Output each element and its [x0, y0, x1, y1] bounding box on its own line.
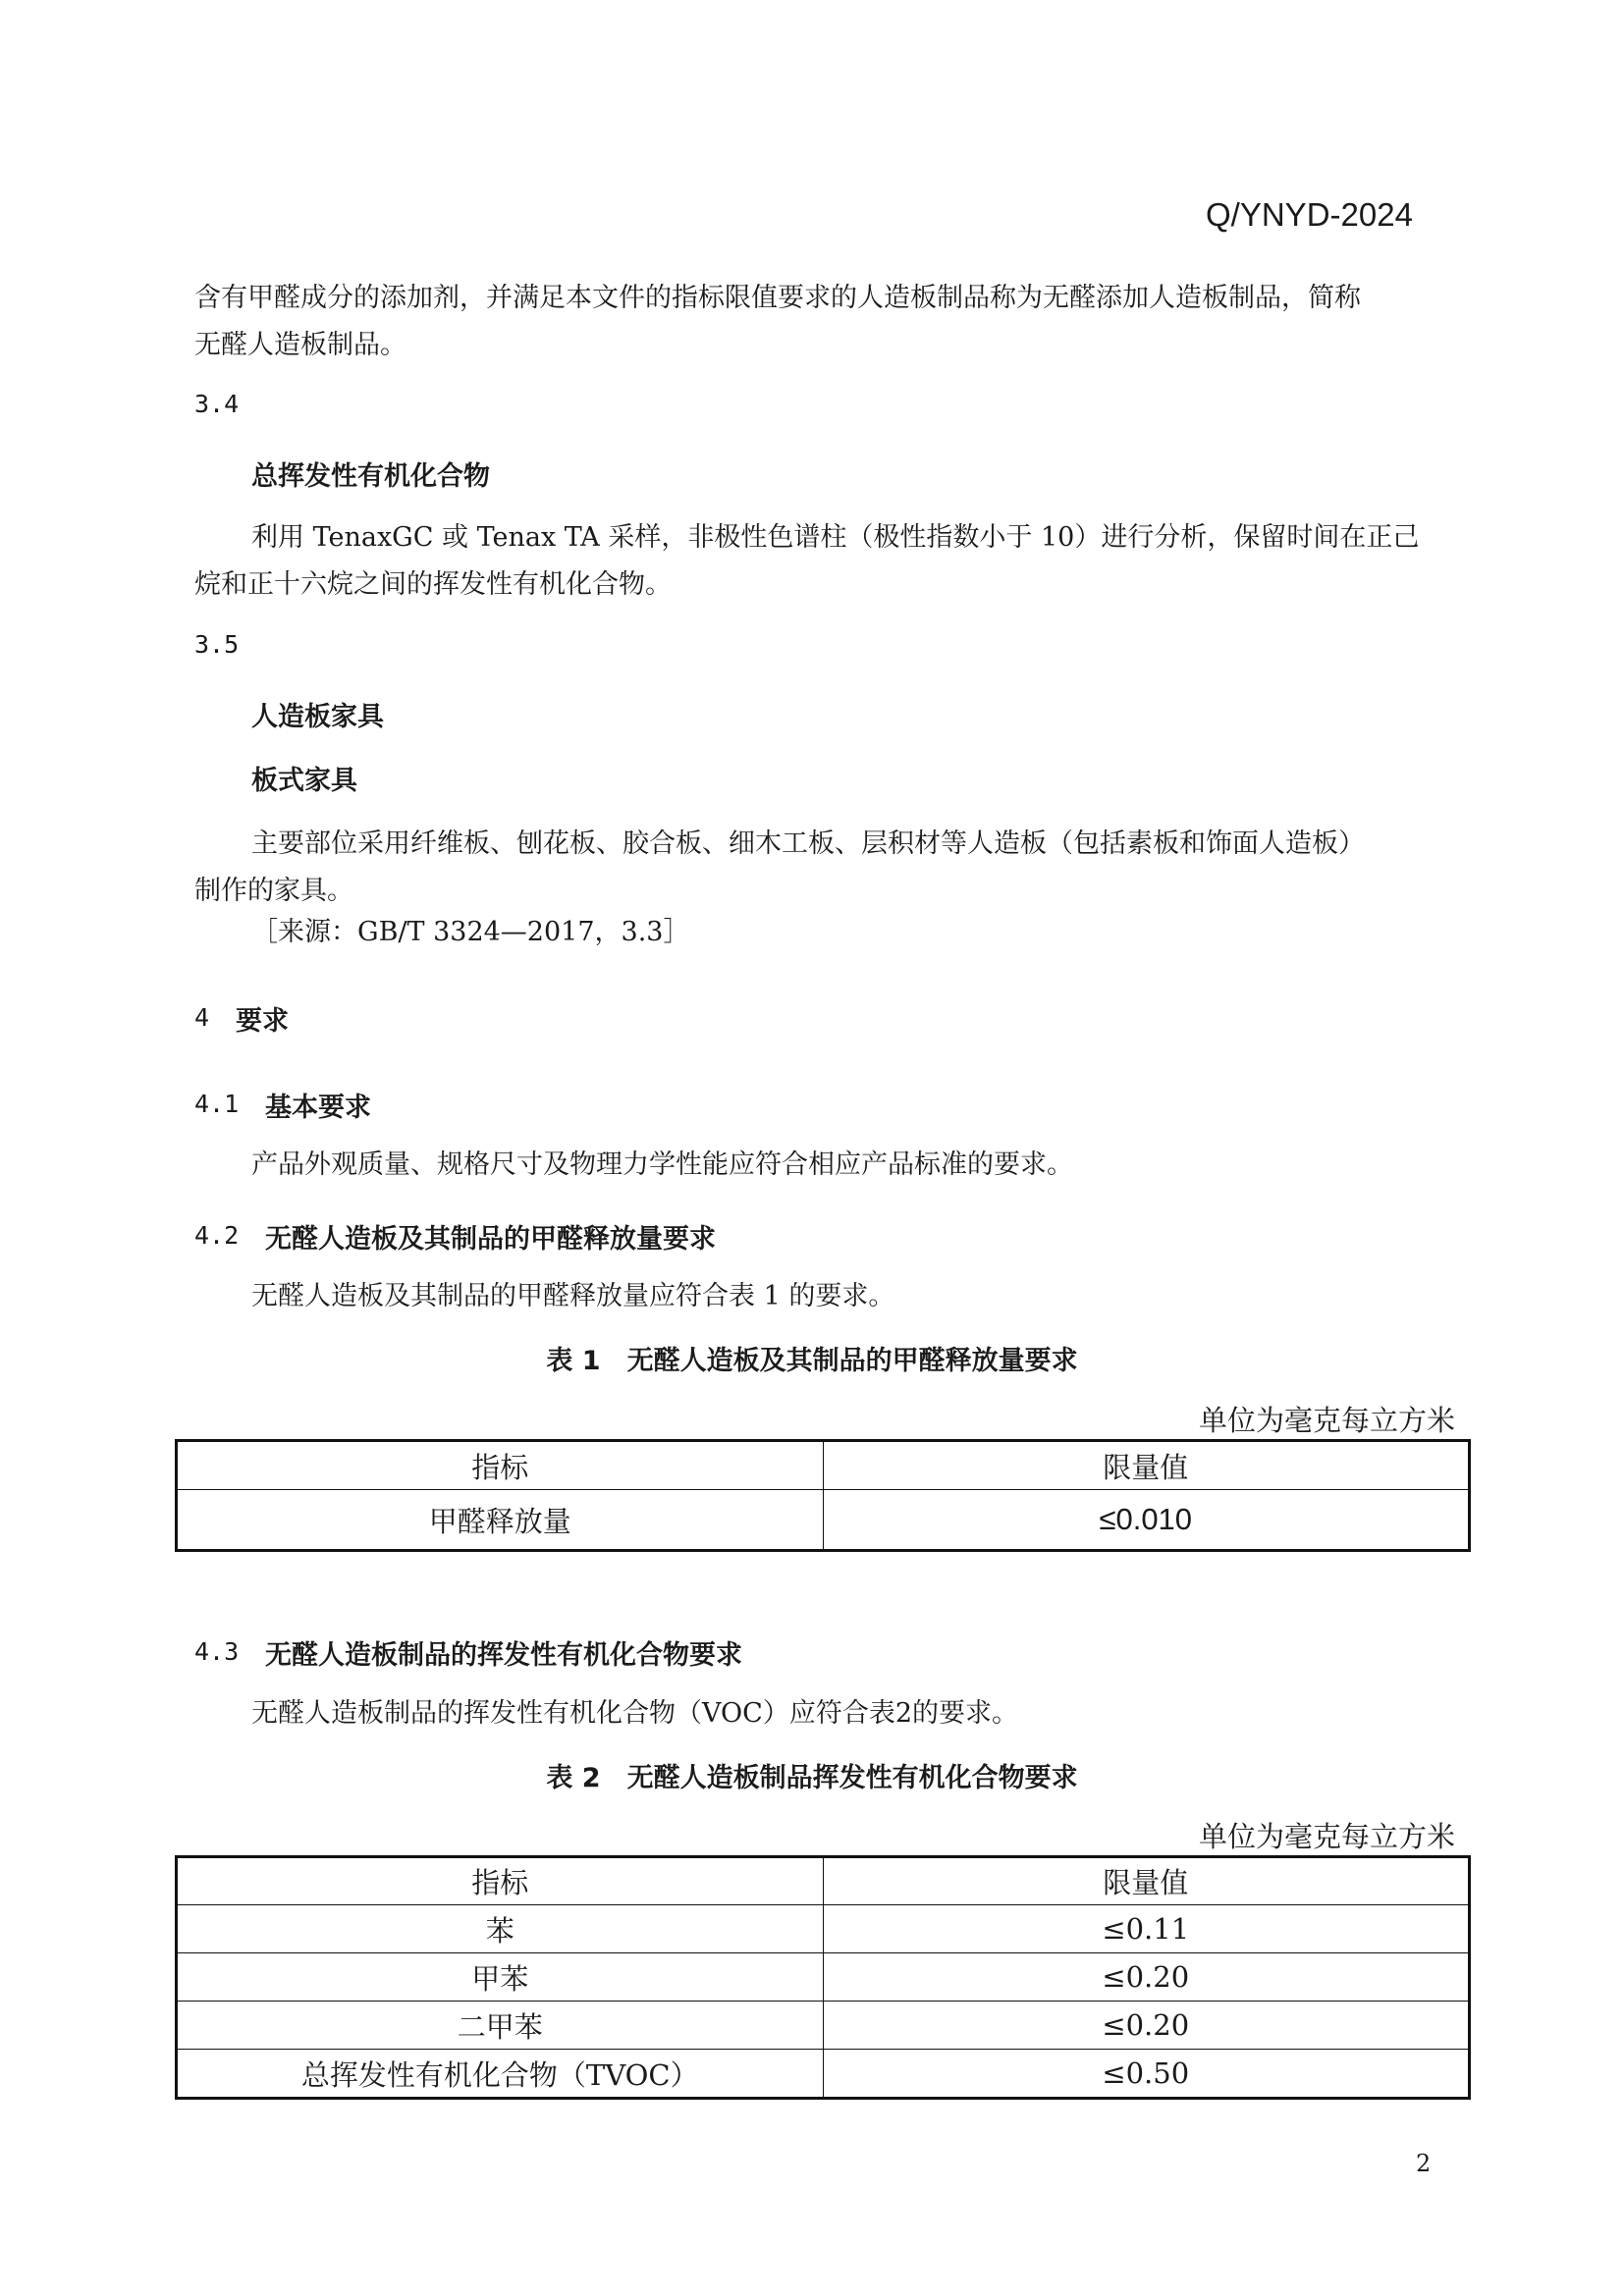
term-title: 人造板家具 [251, 702, 384, 732]
clause-number: 3.4 [194, 390, 240, 418]
section-title: 要求 [236, 1006, 289, 1037]
column-header: 限量值 [823, 1857, 1470, 1905]
table-cell: 苯 [177, 1905, 824, 1953]
table-cell: ≤0.010 [823, 1490, 1470, 1551]
table-cell: ≤0.50 [823, 2050, 1470, 2099]
term-title: 板式家具 [251, 766, 357, 796]
clause-number: 4.1 [194, 1090, 240, 1118]
column-header: 指标 [177, 1441, 824, 1490]
page-number: 2 [1416, 2150, 1432, 2177]
paragraph-line: 无醛人造板制品的挥发性有机化合物（VOC）应符合表2的要求。 [251, 1698, 1018, 1729]
table-1 [175, 1439, 1471, 1552]
paragraph-line: 主要部位采用纤维板、刨花板、胶合板、细木工板、层积材等人造板（包括素板和饰面人造板） [251, 828, 1365, 859]
clause-number: 3.5 [194, 630, 240, 659]
table-row [177, 1953, 1470, 2002]
table-cell: ≤0.20 [823, 1953, 1470, 2002]
clause-number: 4.3 [194, 1637, 240, 1666]
clause-number: 4 [194, 1003, 210, 1032]
table-unit: 单位为毫克每立方米 [1198, 1820, 1455, 1853]
table-cell: ≤0.20 [823, 2002, 1470, 2050]
paragraph-line: 烷和正十六烷之间的挥发性有机化合物。 [194, 569, 672, 600]
term-title: 总挥发性有机化合物 [251, 461, 490, 492]
paragraph-line: 利用 TenaxGC 或 Tenax TA 采样，非极性色谱柱（极性指数小于 10）进行分析，保留时间在正己 [251, 522, 1420, 553]
section-title: 无醛人造板制品的挥发性有机化合物要求 [265, 1640, 742, 1671]
table-row [177, 2002, 1470, 2050]
table-unit: 单位为毫克每立方米 [1198, 1404, 1455, 1437]
table-caption: 表 2 无醛人造板制品挥发性有机化合物要求 [546, 1763, 1078, 1793]
source-note: ［来源：GB/T 3324—2017，3.3］ [251, 917, 690, 947]
table-cell: 甲醛释放量 [177, 1490, 824, 1551]
table-header-row [177, 1441, 1470, 1490]
paragraph-line: 含有甲醛成分的添加剂，并满足本文件的指标限值要求的人造板制品称为无醛添加人造板制品，简称 [194, 283, 1361, 313]
paragraph-line: 无醛人造板及其制品的甲醛释放量应符合表 1 的要求。 [251, 1281, 895, 1311]
table-header-row [177, 1857, 1470, 1905]
table-cell: 二甲苯 [177, 2002, 824, 2050]
table-row [177, 2050, 1470, 2099]
paragraph-line: 产品外观质量、规格尺寸及物理力学性能应符合相应产品标准的要求。 [251, 1149, 1073, 1180]
table-row [177, 1905, 1470, 1953]
paragraph-line: 无醛人造板制品。 [194, 330, 406, 360]
table-2 [175, 1855, 1471, 2100]
column-header: 限量值 [823, 1441, 1470, 1490]
paragraph-line: 制作的家具。 [194, 876, 353, 906]
table-cell: 甲苯 [177, 1953, 824, 2002]
clause-number: 4.2 [194, 1221, 240, 1250]
table-cell: ≤0.11 [823, 1905, 1470, 1953]
column-header: 指标 [177, 1857, 824, 1905]
table-cell: 总挥发性有机化合物（TVOC） [177, 2050, 824, 2099]
section-title: 基本要求 [265, 1093, 371, 1123]
table-row [177, 1490, 1470, 1551]
document-number: Q/YNYD-2024 [1206, 196, 1413, 233]
table-caption: 表 1 无醛人造板及其制品的甲醛释放量要求 [546, 1346, 1078, 1376]
section-title: 无醛人造板及其制品的甲醛释放量要求 [265, 1224, 716, 1255]
